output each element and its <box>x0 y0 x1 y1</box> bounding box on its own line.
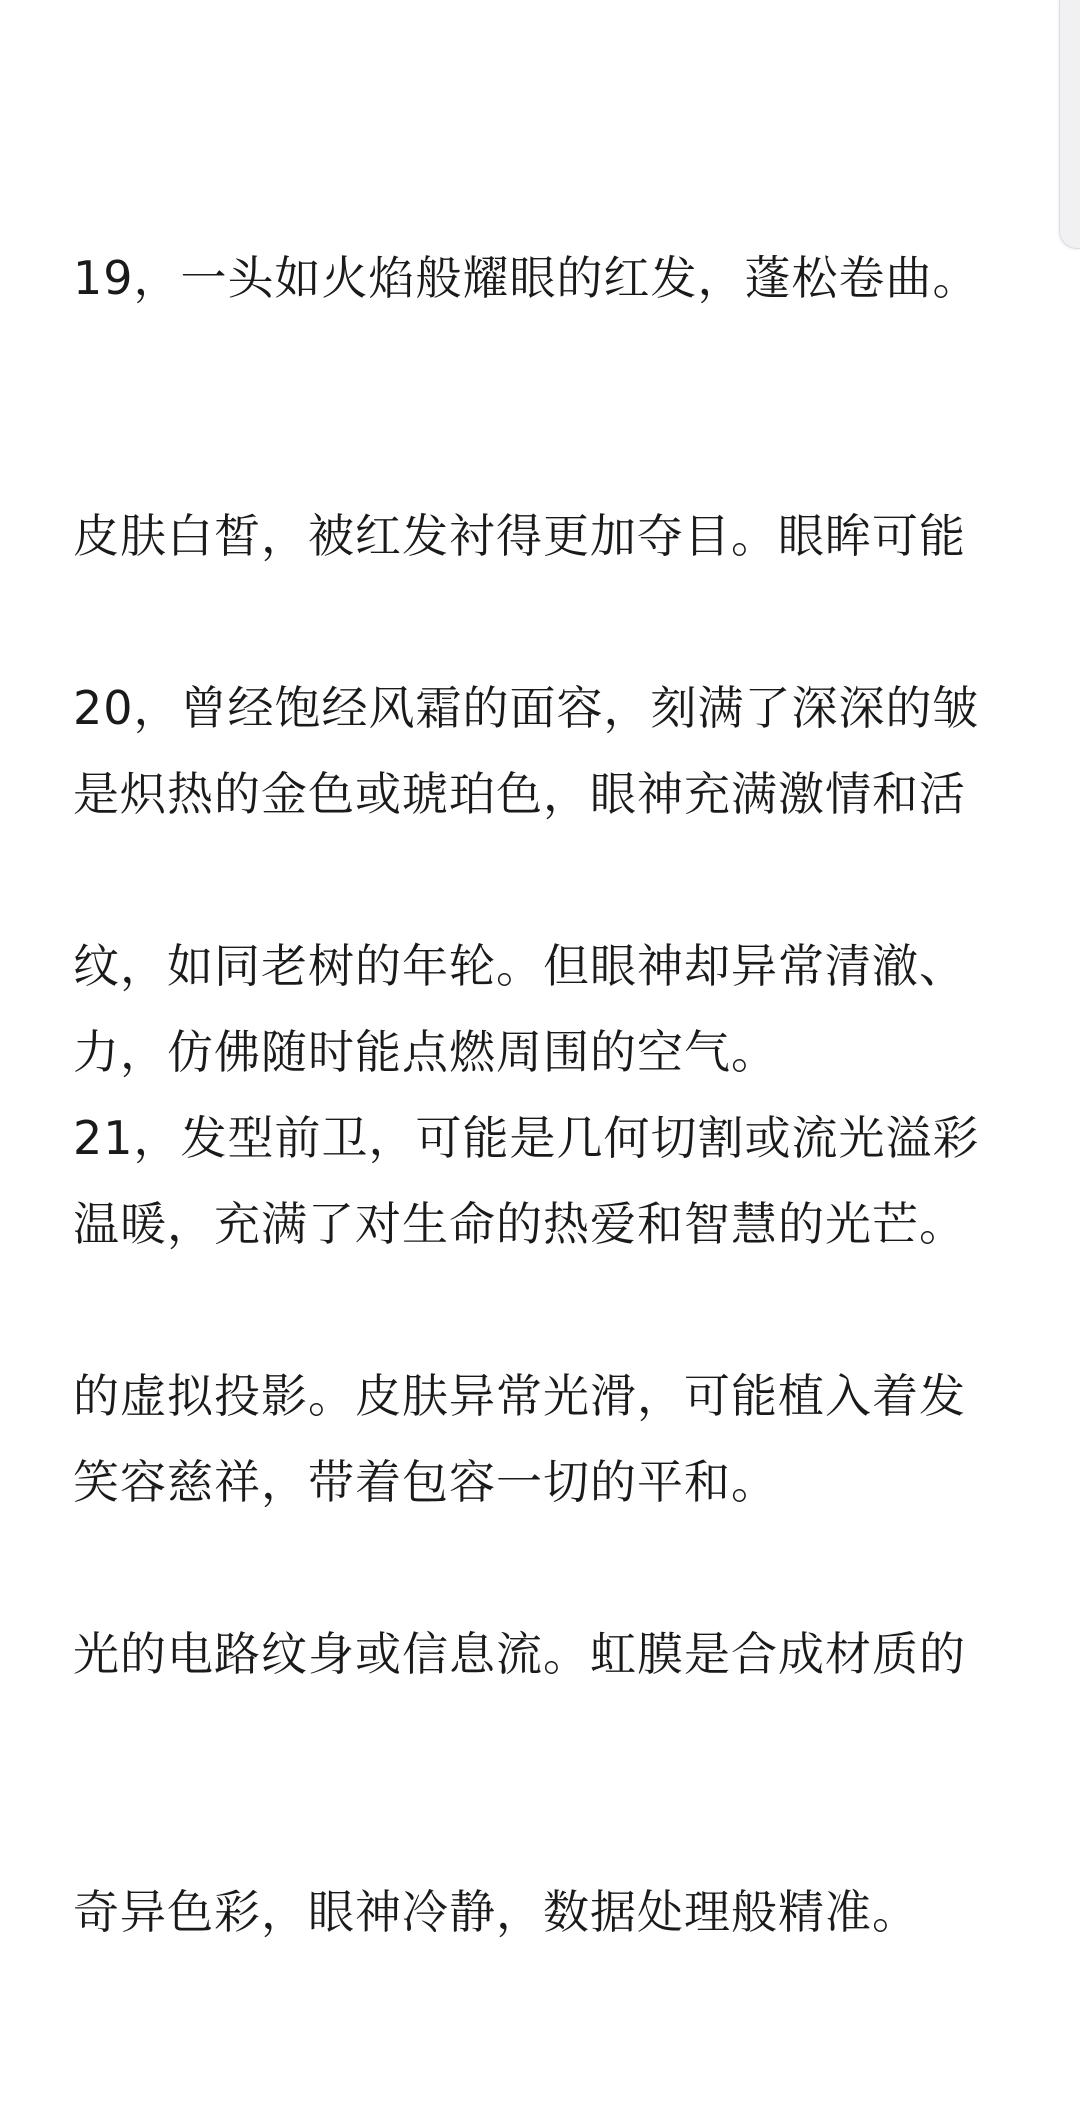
paragraph-line: 皮肤白皙，被红发衬得更加夺目。眼眸可能 <box>73 509 966 563</box>
scrollbar-thumb[interactable] <box>1059 0 1080 249</box>
paragraph-line: 20，曾经饱经风霜的面容，刻满了深深的皱 <box>73 681 980 735</box>
paragraph-21 <box>73 923 1003 2127</box>
paragraph-line: 21，发型前卫，可能是几何切割或流光溢彩 <box>73 1111 980 1165</box>
paragraph-line: 的虚拟投影。皮肤异常光滑，可能植入着发 <box>73 1369 966 1423</box>
paragraph-line: 是炽热的金色或琥珀色，眼神充满激情和活 <box>73 767 966 821</box>
paragraph-line: 奇异色彩，眼神冷静，数据处理般精准。 <box>73 1885 919 1939</box>
scrollbar[interactable] <box>1056 0 1080 250</box>
paragraph-line: 温暖，充满了对生命的热爱和智慧的光芒。 <box>73 1197 966 1251</box>
paragraph-line: 力，仿佛随时能点燃周围的空气。 <box>73 1025 778 1079</box>
paragraph-line: 光的电路纹身或信息流。虹膜是合成材质的 <box>73 1627 966 1681</box>
paragraph-line: 笑容慈祥，带着包容一切的平和。 <box>73 1455 778 1509</box>
paragraph-line: 纹，如同老树的年轮。但眼神却异常清澈、 <box>73 939 966 993</box>
paragraph-line: 19，一头如火焰般耀眼的红发，蓬松卷曲。 <box>73 251 980 305</box>
